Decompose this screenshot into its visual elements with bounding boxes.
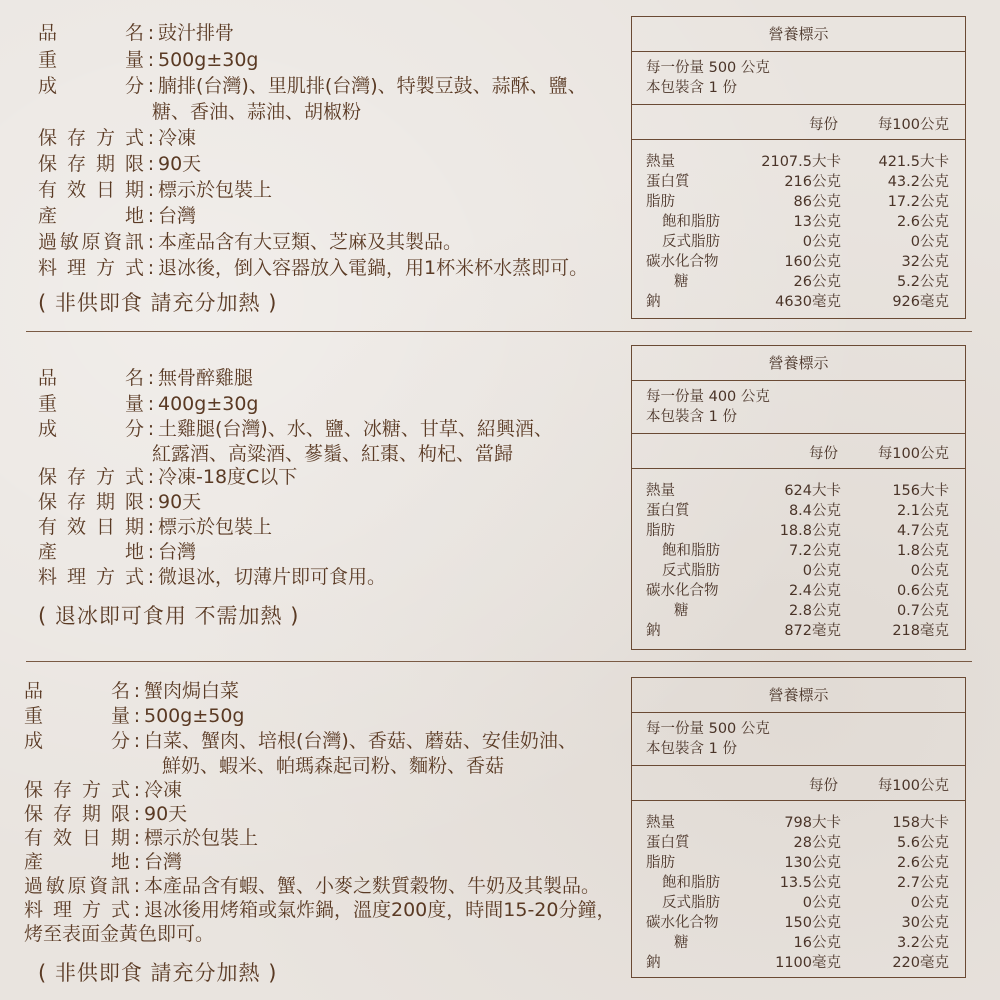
product-name: 無骨醉雞腿 [158,367,254,389]
ingredients-row: 成分 : 土雞腿(台灣)、水、鹽、冰糖、甘草、紹興酒、 [38,418,553,440]
weight-label: 重量 [38,393,144,415]
nutrient-row [632,833,965,853]
allergen-label: 過敏原資訊 [38,231,144,253]
origin-value: 台灣 [144,851,183,873]
ingredients-row: 成分 : 腩排(台灣)、里肌排(台灣)、特製豆鼓、蒜酥、鹽、 [38,75,587,97]
per-serving-value: 624大卡 [784,483,841,499]
cooking-row: 料理方式 : 微退冰，切薄片即可食用。 [38,566,387,588]
expiry-label: 有效日期 [38,179,144,201]
per-100g-value: 0.6公克 [896,583,949,599]
ingredients-row: 成分 : 白菜、蟹肉、培根(台灣)、香菇、蘑菇、安佳奶油、 [24,730,577,752]
ingredients-label: 成分 [38,75,144,97]
serving-info [632,381,965,434]
per-serving-value: 0公克 [802,895,841,911]
nutrient-row [632,933,965,953]
cooking-row: 料理方式 : 退冰後用烤箱或氣炸鍋，溫度200度，時間15-20分鐘， [24,899,616,921]
ingredients-label: 成分 [38,418,144,440]
ingredients-line-1: 土雞腿(台灣)、水、鹽、冰糖、甘草、紹興酒、 [158,418,553,440]
shelf-life-label: 保存期限 [38,491,144,513]
storage-label: 保存方式 [38,466,144,488]
nutrient-name: 熱量 [646,483,675,499]
nutrition-header [632,105,965,140]
cooking-row-2 [24,923,214,945]
name-label: 品名 [24,680,130,702]
nutrient-row [632,481,965,501]
cooking-label: 料理方式 [38,257,144,279]
per-serving-value: 160公克 [784,254,841,270]
nutrition-header [632,434,965,469]
shelf-life-row: 保存期限 : 90天 [24,803,188,825]
shelf-life-row: 保存期限 : 90天 [38,491,202,513]
nutrient-name: 飽和脂肪 [662,543,720,559]
expiry-row: 有效日期 : 標示於包裝上 [38,179,273,201]
ingredients-line-1: 白菜、蟹肉、培根(台灣)、香菇、蘑菇、安佳奶油、 [144,730,577,752]
per-serving-value: 150公克 [784,915,841,931]
col-per-100g: 每100公克 [877,117,949,133]
storage-label: 保存方式 [24,779,130,801]
per-serving-value: 7.2公克 [788,543,841,559]
origin-label: 產地 [38,541,144,563]
nutrient-name: 反式脂肪 [662,234,720,250]
nutrition-body [632,801,965,977]
nutrition-body [632,469,965,649]
nutrition-table [631,677,966,978]
nutrition-table [631,16,966,319]
servings-per-pack: 本包裝含 1 份 [646,80,737,96]
per-100g-value: 0.7公克 [896,603,949,619]
nutrient-row [632,212,965,232]
weight-label: 重量 [38,49,144,71]
nutrient-row [632,873,965,893]
cooking-label: 料理方式 [38,566,144,588]
per-serving-value: 4630毫克 [775,294,841,310]
per-100g-value: 30公克 [901,915,949,931]
origin-value: 台灣 [158,205,197,227]
cooking-value: 微退冰，切薄片即可食用。 [158,566,387,588]
per-100g-value: 5.2公克 [896,274,949,290]
name-label: 品名 [38,22,144,44]
per-serving-value: 2107.5大卡 [761,154,841,170]
shelf-life-value: 90天 [144,803,188,825]
origin-value: 台灣 [158,541,197,563]
nutrient-name: 蛋白質 [646,835,690,851]
weight-value: 400g±30g [158,393,259,415]
nutrient-name: 糖 [674,935,689,951]
nutrient-name: 鈉 [646,623,661,639]
product-name: 蟹肉焗白菜 [144,680,240,702]
nutrient-name: 蛋白質 [646,174,690,190]
nutrient-row [632,561,965,581]
serving-size: 每一份量 400 公克 [646,389,770,405]
nutrient-row [632,853,965,873]
per-serving-value: 130公克 [784,855,841,871]
per-serving-value: 2.4公克 [788,583,841,599]
nutrition-header [632,766,965,801]
ingredients-line-2: 糖、香油、蒜油、胡椒粉 [152,101,362,123]
allergen-value: 本產品含有大豆類、芝麻及其製品。 [158,231,463,253]
ingredients-row-2 [162,755,504,777]
section-divider [26,331,972,332]
nutrient-name: 碳水化合物 [646,254,719,270]
serving-size: 每一份量 500 公克 [646,721,770,737]
servings-per-pack: 本包裝含 1 份 [646,741,737,757]
nutrient-name: 鈉 [646,955,661,971]
per-100g-value: 156大卡 [892,483,949,499]
cooking-row: 料理方式 : 退冰後，倒入容器放入電鍋，用1杯米杯水蒸即可。 [38,257,589,279]
weight-label: 重量 [24,705,130,727]
per-100g-value: 1.8公克 [896,543,949,559]
weight-row: 重量 : 500g±50g [24,705,245,727]
nutrient-name: 碳水化合物 [646,915,719,931]
nutrient-name: 反式脂肪 [662,895,720,911]
per-100g-value: 158大卡 [892,815,949,831]
per-serving-value: 26公克 [793,274,841,290]
expiry-label: 有效日期 [38,516,144,538]
nutrition-title: 營養標示 [632,678,965,713]
per-100g-value: 4.7公克 [896,523,949,539]
nutrient-row [632,192,965,212]
serving-size: 每一份量 500 公克 [646,60,770,76]
product-name: 豉汁排骨 [158,22,235,44]
heating-note: ( 非供即食 請充分加熱 ) [38,291,278,315]
servings-per-pack: 本包裝含 1 份 [646,409,737,425]
nutrient-row [632,252,965,272]
expiry-label: 有效日期 [24,827,130,849]
nutrient-row [632,913,965,933]
ingredients-label: 成分 [24,730,130,752]
per-100g-value: 2.6公克 [896,214,949,230]
expiry-value: 標示於包裝上 [158,516,273,538]
origin-row: 產地 : 台灣 [24,851,183,873]
shelf-life-label: 保存期限 [38,153,144,175]
nutrient-row [632,292,965,312]
storage-row: 保存方式 : 冷凍-18度C以下 [38,466,298,488]
per-100g-value: 0公克 [910,895,949,911]
origin-label: 產地 [24,851,130,873]
nutrient-name: 熱量 [646,154,675,170]
allergen-row: 過敏原資訊 : 本產品含有蝦、蟹、小麥之麩質穀物、牛奶及其製品。 [24,875,601,897]
per-serving-value: 28公克 [793,835,841,851]
col-per-serving: 每份 [809,117,838,133]
nutrient-row [632,272,965,292]
weight-row: 重量 : 500g±30g [38,49,259,71]
per-100g-value: 3.2公克 [896,935,949,951]
nutrient-row [632,152,965,172]
per-100g-value: 17.2公克 [887,194,949,210]
nutrient-name: 碳水化合物 [646,583,719,599]
col-per-100g: 每100公克 [877,778,949,794]
per-serving-value: 216公克 [784,174,841,190]
cooking-value: 退冰後，倒入容器放入電鍋，用1杯米杯水蒸即可。 [158,257,589,279]
per-serving-value: 2.8公克 [788,603,841,619]
nutrient-name: 鈉 [646,294,661,310]
per-100g-value: 220毫克 [892,955,949,971]
per-serving-value: 872毫克 [784,623,841,639]
col-per-100g: 每100公克 [877,446,949,462]
nutrient-name: 糖 [674,274,689,290]
cooking-line-2: 烤至表面金黃色即可。 [24,923,215,945]
allergen-value: 本產品含有蝦、蟹、小麥之麩質穀物、牛奶及其製品。 [144,875,601,897]
shelf-life-value: 90天 [158,153,202,175]
nutrient-row [632,172,965,192]
origin-row: 產地 : 台灣 [38,541,197,563]
nutrition-body [632,140,965,318]
per-100g-value: 421.5大卡 [878,154,949,170]
storage-value: 冷凍-18度C以下 [158,466,298,488]
storage-value: 冷凍 [158,127,197,149]
nutrient-row [632,521,965,541]
per-100g-value: 0公克 [910,234,949,250]
per-serving-value: 13.5公克 [779,875,841,891]
nutrient-row [632,813,965,833]
ingredients-line-2: 紅露酒、高粱酒、蔘鬚、紅棗、枸杞、當歸 [152,443,514,465]
ingredients-row-2 [152,101,361,123]
nutrient-row [632,893,965,913]
per-100g-value: 2.6公克 [896,855,949,871]
per-100g-value: 2.7公克 [896,875,949,891]
expiry-value: 標示於包裝上 [144,827,259,849]
nutrient-row [632,541,965,561]
nutrition-title: 營養標示 [632,346,965,381]
nutrient-name: 脂肪 [646,523,675,539]
serving-info [632,52,965,105]
per-serving-value: 1100毫克 [775,955,841,971]
nutrient-row [632,501,965,521]
storage-row: 保存方式 : 冷凍 [38,127,197,149]
nutrient-name: 反式脂肪 [662,563,720,579]
shelf-life-row: 保存期限 : 90天 [38,153,202,175]
cooking-label: 料理方式 [24,899,130,921]
expiry-row: 有效日期 : 標示於包裝上 [38,516,273,538]
per-serving-value: 798大卡 [784,815,841,831]
cooking-value: 退冰後用烤箱或氣炸鍋，溫度200度，時間15-20分鐘， [144,899,616,921]
nutrient-name: 熱量 [646,815,675,831]
weight-value: 500g±30g [158,49,259,71]
nutrient-name: 飽和脂肪 [662,875,720,891]
allergen-row: 過敏原資訊 : 本產品含有大豆類、芝麻及其製品。 [38,231,463,253]
nutrient-row [632,621,965,641]
name-row: 品名 : 蟹肉焗白菜 [24,680,240,702]
storage-value: 冷凍 [144,779,183,801]
per-100g-value: 43.2公克 [887,174,949,190]
nutrition-table [631,345,966,650]
origin-label: 產地 [38,205,144,227]
name-label: 品名 [38,367,144,389]
nutrient-name: 蛋白質 [646,503,690,519]
nutrient-row [632,953,965,973]
nutrient-name: 脂肪 [646,855,675,871]
per-100g-value: 5.6公克 [896,835,949,851]
origin-row: 產地 : 台灣 [38,205,197,227]
nutrient-row [632,581,965,601]
per-serving-value: 0公克 [802,563,841,579]
ingredients-line-1: 腩排(台灣)、里肌排(台灣)、特製豆鼓、蒜酥、鹽、 [158,75,587,97]
serving-info [632,713,965,766]
shelf-life-label: 保存期限 [24,803,130,825]
nutrient-row [632,601,965,621]
nutrient-name: 脂肪 [646,194,675,210]
per-serving-value: 86公克 [793,194,841,210]
per-serving-value: 13公克 [793,214,841,230]
heating-note: ( 非供即食 請充分加熱 ) [38,961,278,985]
shelf-life-value: 90天 [158,491,202,513]
name-row: 品名 : 無骨醉雞腿 [38,367,254,389]
weight-row: 重量 : 400g±30g [38,393,259,415]
storage-label: 保存方式 [38,127,144,149]
weight-value: 500g±50g [144,705,245,727]
expiry-value: 標示於包裝上 [158,179,273,201]
section-divider [26,661,972,662]
per-100g-value: 0公克 [910,563,949,579]
per-100g-value: 32公克 [901,254,949,270]
per-100g-value: 218毫克 [892,623,949,639]
heating-note: ( 退冰即可食用 不需加熱 ) [38,604,300,628]
ingredients-row-2 [152,443,513,465]
nutrient-row [632,232,965,252]
col-per-serving: 每份 [809,778,838,794]
name-row: 品名 : 豉汁排骨 [38,22,235,44]
per-100g-value: 2.1公克 [896,503,949,519]
storage-row: 保存方式 : 冷凍 [24,779,183,801]
per-serving-value: 18.8公克 [779,523,841,539]
allergen-label: 過敏原資訊 [24,875,130,897]
ingredients-line-2: 鮮奶、蝦米、帕瑪森起司粉、麵粉、香菇 [162,755,505,777]
per-serving-value: 0公克 [802,234,841,250]
per-100g-value: 926毫克 [892,294,949,310]
col-per-serving: 每份 [809,446,838,462]
nutrient-name: 糖 [674,603,689,619]
nutrition-title: 營養標示 [632,17,965,52]
nutrient-name: 飽和脂肪 [662,214,720,230]
per-serving-value: 8.4公克 [788,503,841,519]
per-serving-value: 16公克 [793,935,841,951]
expiry-row: 有效日期 : 標示於包裝上 [24,827,259,849]
